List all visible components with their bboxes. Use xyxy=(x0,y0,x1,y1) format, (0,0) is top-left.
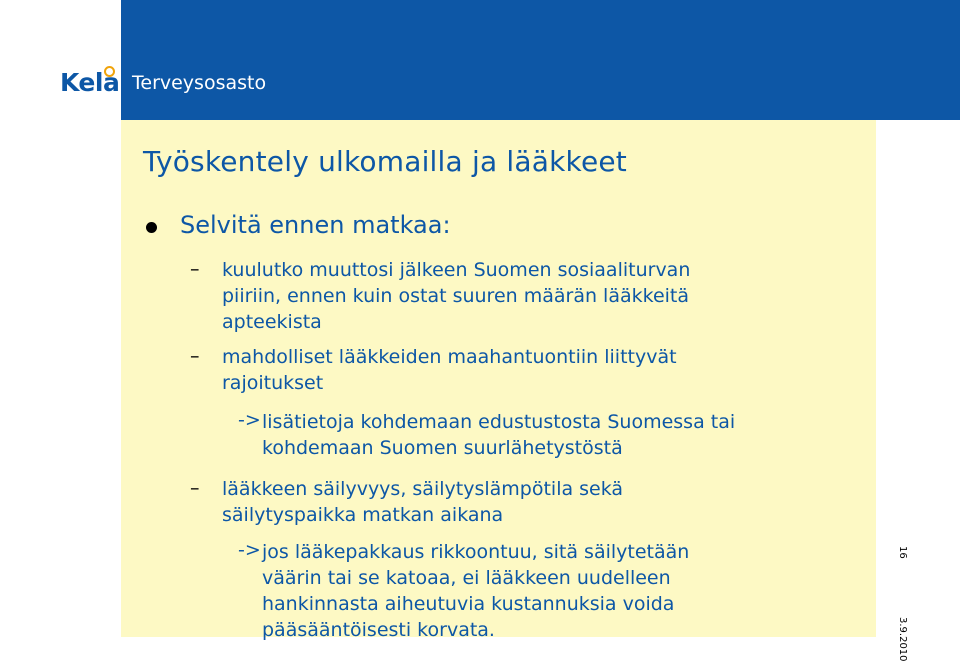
arrow-marker: -> xyxy=(238,539,261,561)
arrow-marker: -> xyxy=(238,409,261,431)
sub-item xyxy=(262,409,735,461)
list-item xyxy=(222,476,623,528)
list-item-line: säilytyspaikka matkan aikana xyxy=(222,504,504,526)
list-item-line: rajoitukset xyxy=(222,372,324,394)
logo-mark-icon xyxy=(104,66,115,77)
slide-date: 3.9.2010 xyxy=(897,617,908,662)
page-number: 16 xyxy=(897,545,908,559)
bullet-dot-icon xyxy=(146,222,157,233)
sub-item-line: pääsääntöisesti korvata. xyxy=(262,619,495,641)
sub-item-line: kohdemaan Suomen suurlähetystöstä xyxy=(262,437,623,459)
list-item-line: kuulutko muuttosi jälkeen Suomen sosiaaliturvan xyxy=(222,259,691,281)
sub-item-line: lisätietoja kohdemaan edustustosta Suomessa tai xyxy=(262,411,736,433)
dash-marker: – xyxy=(190,258,200,280)
dash-marker: – xyxy=(190,345,200,367)
list-item-line: lääkkeen säilyvyys, säilytyslämpötila sekä xyxy=(222,478,624,500)
header-band xyxy=(121,0,960,120)
department-label: Terveysosasto xyxy=(132,72,267,94)
list-item-line: piiriin, ennen kuin ostat suuren määrän lääkkeitä xyxy=(222,285,690,307)
kela-logo: Kela xyxy=(60,68,120,97)
list-item xyxy=(222,257,690,335)
bullet-heading: Selvitä ennen matkaa: xyxy=(180,211,451,239)
sub-item-line: hankinnasta aiheutuvia kustannuksia voida xyxy=(262,593,675,615)
list-item-line: apteekista xyxy=(222,311,322,333)
sub-item-line: väärin tai se katoaa, ei lääkkeen uudelleen xyxy=(262,567,671,589)
list-item xyxy=(222,344,677,396)
sub-item xyxy=(262,539,689,643)
sub-item-line: jos lääkepakkaus rikkoontuu, sitä säilytetään xyxy=(262,541,690,563)
dash-marker: – xyxy=(190,477,200,499)
list-item-line: mahdolliset lääkkeiden maahantuontiin liittyvät xyxy=(222,346,677,368)
slide-title: Työskentely ulkomailla ja lääkkeet xyxy=(143,145,627,178)
